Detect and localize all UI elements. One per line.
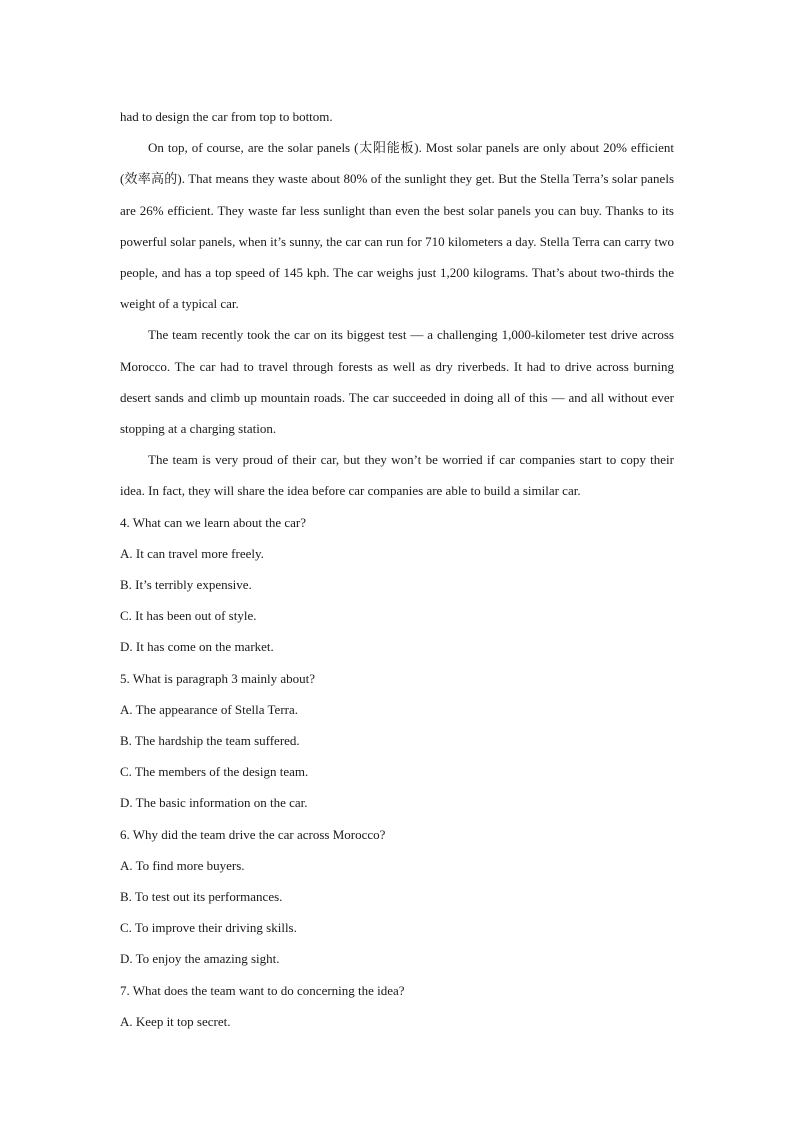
answer-option: D. It has come on the market. (120, 639, 274, 655)
paragraph-team-proud: The team is very proud of their car, but they won’t be worried if car companies start to copy their idea. In fact, they will share the idea before car companies are able to build a similar car. (120, 452, 674, 499)
answer-option: B. To test out its performances. (120, 889, 283, 905)
paragraph-continuation: had to design the car from top to bottom. (120, 109, 333, 124)
answer-option: C. To improve their driving skills. (120, 920, 297, 936)
paragraph-morocco-test: The team recently took the car on its biggest test — a challenging 1,000-kilometer test drive across Morocco. The car had to travel through forests as well as dry riverbeds. It had to drive across burning desert sands and climb up mountain roads. The car succeeded in doing all of this — and all without ever stopping at a charging station. (120, 327, 674, 437)
question-4 (120, 507, 674, 663)
question-stem: 6. Why did the team drive the car across Morocco? (120, 826, 386, 842)
question-6 (120, 819, 674, 975)
answer-option: B. The hardship the team suffered. (120, 733, 300, 749)
answer-option: C. It has been out of style. (120, 608, 257, 624)
question-7 (120, 975, 674, 1037)
answer-option: A. To find more buyers. (120, 857, 245, 873)
answer-option: B. It’s terribly expensive. (120, 577, 252, 593)
answer-option: A. It can travel more freely. (120, 545, 264, 561)
paragraph-solar-panels: On top, of course, are the solar panels (太阳能板). Most solar panels are only about 20% efficient (效率高的). That means they waste about 80% of the sunlight they get. But the Stella Terra’s solar panels are 26% efficient. They waste far less sunlight than even the best solar panels you can buy. Thanks to its powerful solar panels, when it’s sunny, the car can run for 710 kilometers a day. Stella Terra can carry two people, and has a top speed of 145 kph. The car weighs just 1,200 kilograms. That’s about two-thirds the weight of a typical car. (120, 140, 674, 312)
question-stem: 7. What does the team want to do concerning the idea? (120, 982, 405, 998)
answer-option: C. The members of the design team. (120, 764, 309, 780)
question-5 (120, 663, 674, 819)
answer-option: A. The appearance of Stella Terra. (120, 701, 298, 717)
answer-option: D. To enjoy the amazing sight. (120, 951, 280, 967)
question-stem: 4. What can we learn about the car? (120, 514, 306, 530)
document-page (120, 101, 674, 1037)
answer-option: D. The basic information on the car. (120, 795, 308, 811)
answer-option: A. Keep it top secret. (120, 1013, 231, 1029)
question-stem: 5. What is paragraph 3 mainly about? (120, 670, 316, 686)
